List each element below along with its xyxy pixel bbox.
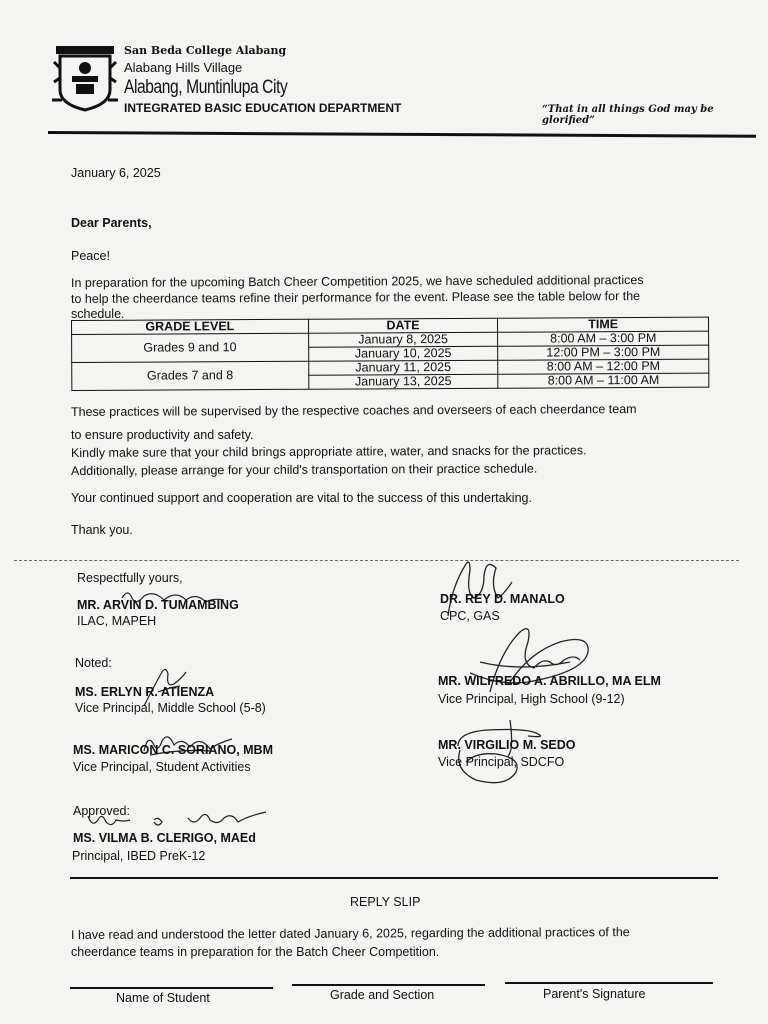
school-seal-icon [52,42,118,112]
noted-label: Noted: [75,656,112,670]
reply-divider [70,877,718,879]
parent-signature-caption: Parent's Signature [543,987,646,1001]
date-cell: January 10, 2025 [308,346,498,361]
signatory-role: Vice Principal, SDCFO [438,755,565,769]
signatory-role: Vice Principal, High School (9-12) [438,692,625,706]
grade-section-line[interactable] [292,984,485,986]
student-name-caption: Name of Student [116,991,210,1005]
header-time: TIME [498,317,709,332]
signatory-name: MR. VIRGILIO M. SEDO [438,738,576,752]
signatory-role: Principal, IBED PreK-12 [72,849,206,863]
para2-line-1: These practices will be supervised by the respective coaches and overseers of each cheerdance team [70,402,637,419]
reply-title: REPLY SLIP [350,895,421,909]
signatory-name: DR. REY D. MANALO [440,592,565,606]
grade-cell: Grades 9 and 10 [72,333,309,362]
schedule-table [71,317,709,391]
para4: Your continued support and cooperation are vital to the success of this undertaking. [71,491,532,505]
signature-sedo [450,716,570,788]
motto: “That in all things God may be glorified” [542,104,714,126]
para3-line-2: Additionally, please arrange for your child's transportation on their practice schedule. [70,461,538,478]
school-name: San Beda College Alabang [124,44,287,57]
signatory-role: CPC, GAS [440,609,500,623]
para3-line-1: Kindly make sure that your child brings appropriate attire, water, and snacks for the practices. [70,443,587,460]
time-cell: 8:00 AM – 3:00 PM [498,331,709,346]
salutation: Dear Parents, [71,216,152,230]
reply-line-2: cheerdance teams in preparation for the Batch Cheer Competition. [71,945,440,959]
intro-line-2: to help the cheerdance teams refine their performance for the event. Please see the table below for the [70,289,641,306]
signatory-name: MS. ERLYN R. ATIENZA [75,685,215,699]
approved-label: Approved: [73,804,130,818]
grade-cell: Grades 7 and 8 [72,361,309,390]
village-name: Alabang Hills Village [124,60,243,75]
signatory-name: MR. WILFREDO A. ABRILLO, MA ELM [438,674,661,688]
intro-line-1: In preparation for the upcoming Batch Cheer Competition 2025, we have scheduled additional practices [70,273,644,290]
header-divider [48,131,756,138]
time-cell: 12:00 PM – 3:00 PM [498,345,709,360]
reply-line-1: I have read and understood the letter dated January 6, 2025, regarding the additional practices of the [70,925,630,942]
city-name: Alabang, Muntinlupa City [124,77,288,98]
signatory-name: MR. ARVIN D. TUMAMBING [77,598,239,612]
para2-line-2: to ensure productivity and safety. [71,428,254,442]
closing: Thank you. [71,523,133,537]
signatory-name: MS. VILMA B. CLERIGO, MAEd [73,831,256,845]
intro-line-3: schedule. [71,307,125,321]
parent-signature-line[interactable] [505,982,713,984]
signatory-role: ILAC, MAPEH [77,614,157,628]
header-date: DATE [308,318,498,333]
respectfully-label: Respectfully yours, [77,571,183,585]
signatory-name: MS. MARICON C. SORIANO, MBM [73,743,273,757]
department-name: INTEGRATED BASIC EDUCATION DEPARTMENT [124,101,402,115]
time-cell: 8:00 AM – 11:00 AM [498,373,709,388]
time-cell: 8:00 AM – 12:00 PM [498,359,709,374]
letter-date: January 6, 2025 [71,166,161,180]
date-cell: January 11, 2025 [308,360,498,375]
grade-section-caption: Grade and Section [330,988,435,1002]
dashed-divider [14,560,739,561]
date-cell: January 13, 2025 [308,374,498,389]
signatory-role: Vice Principal, Student Activities [73,760,251,774]
header-grade-level: GRADE LEVEL [72,319,309,334]
date-cell: January 8, 2025 [308,332,498,347]
signatory-role: Vice Principal, Middle School (5-8) [75,701,266,715]
student-name-line[interactable] [70,987,273,989]
greeting: Peace! [71,249,110,263]
